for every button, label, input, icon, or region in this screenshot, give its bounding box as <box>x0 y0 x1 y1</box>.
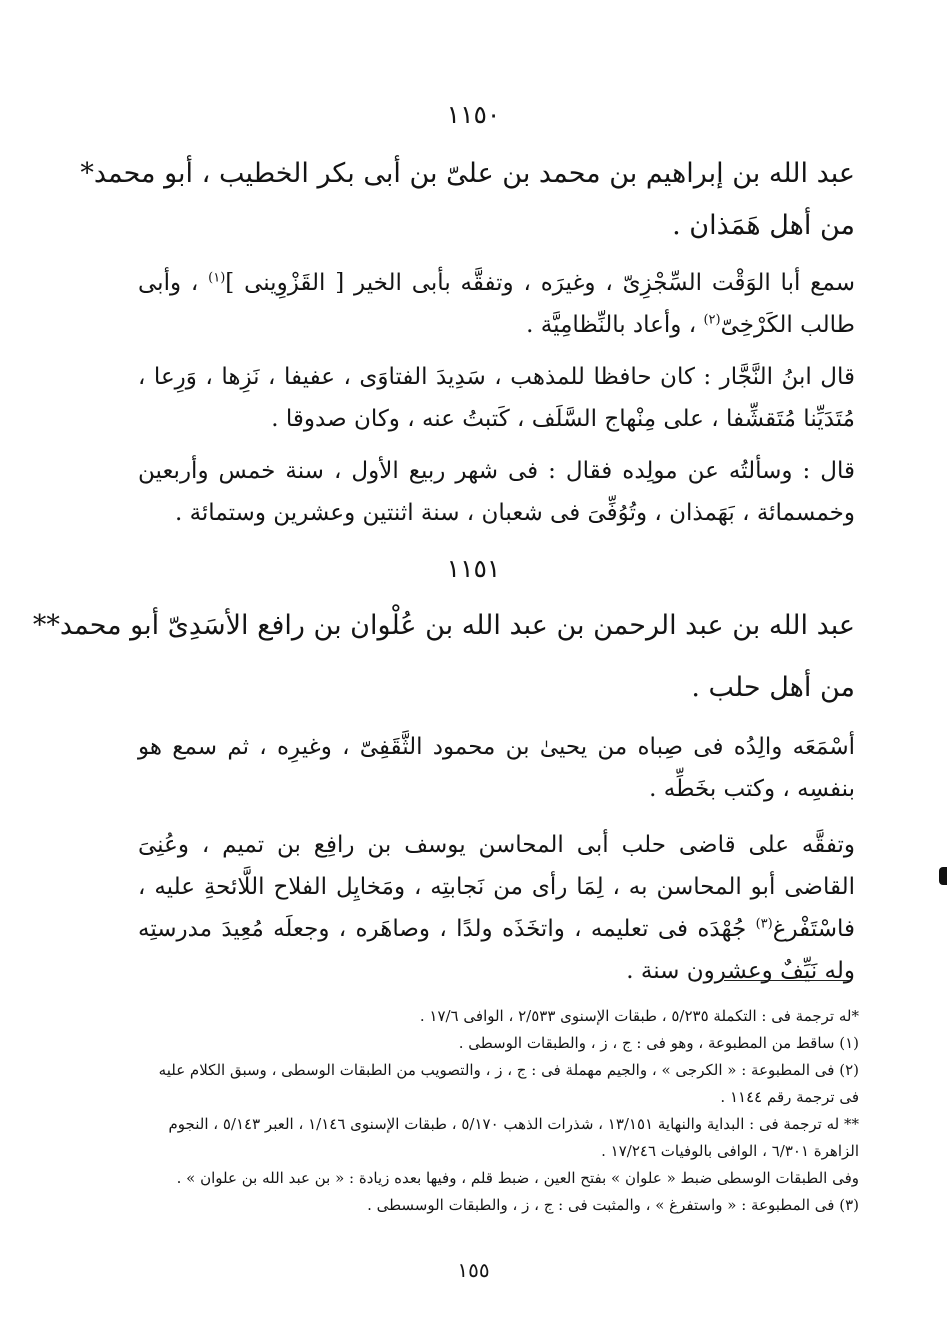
footnote: (١) ساقط من المطبوعة ، وهو فى : ج ، ز ، والطبقات الوسطى . <box>458 1034 859 1052</box>
entry-origin: من أهل حلب . <box>691 672 855 703</box>
footnote-ref: (٣) <box>755 916 773 932</box>
footnote: وفى الطبقات الوسطى ضبط « علوان » بفتح العين ، ضبط قلم ، وفيها بعده زيادة : « بن عبد الله بن علوان » . <box>176 1169 859 1187</box>
page-number: ١٥٥ <box>457 1258 490 1282</box>
footnotes <box>138 1003 859 1219</box>
footnote-ref: (١) <box>208 270 226 286</box>
entry-number-1150: ١١٥٠ <box>446 100 501 129</box>
paragraph: وتفقَّه على قاضى حلب أبى المحاسن يوسف بن رافِع بن تميم ، وعُنِىَ القاضى أبو المحاسن به ، لِمَا رأى من نَجابتِه ، ومَخايِل الفلاح اللَّائحةِ عليه ، فاسْتَفْرغ$^{(٣)}$ جُهْدَه فى تعليمه ، واتخَذَه ولدًا ، وصاهَره ، وجعلَه مُعِيدَ مدرستِه وله نَيِّفٌ وعشرون سنة . <box>138 832 855 984</box>
entry-title: عبد الله بن إبراهيم بن محمد بن علىّ بن أبى بكر الخطيب ، أبو محمد* <box>80 158 855 189</box>
footnote-ref: (٢) <box>703 312 721 328</box>
footnote: (٣) فى المطبوعة : « واستفرغ » ، والمثبت فى : ج ، ز ، والطبقات الوسسطى . <box>367 1196 859 1214</box>
entry-title: عبد الله بن عبد الرحمن بن عبد الله بن عُلْوان بن رافع الأسَدِىّ أبو محمد** <box>32 610 855 641</box>
scan-edge-mark <box>939 867 947 885</box>
paragraph: سمع أبا الوَقْت السِّجْزِىّ ، وغيرَه ، وتفقَّه بأبى الخير [ القَزْوِينى ]$^{(١)}$ ، وأبى طالب الكَرْخِىّ$^{(٢)}$ ، وأعاد بالنِّظامِيَّة . <box>138 270 855 338</box>
entry-1150 <box>80 148 855 534</box>
entry-origin: من أهل هَمَذان . <box>672 210 855 241</box>
footnote: *له ترجمة فى : التكملة ٥/٢٣٥ ، طبقات الإسنوى ٢/٥٣٣ ، الوافى ١٧/٦ . <box>419 1007 859 1025</box>
footnote: (٢) فى المطبوعة : « الكرجى » ، والجيم مهملة فى : ج ، ز ، والتصويب من الطبقات الوسطى ، وسبق الكلام عليه فى ترجمة رقم ١١٤٤ . <box>158 1061 859 1106</box>
paragraph: قال : وسألتُه عن مولِده فقال : فى شهر ربيع الأول ، سنة خمس وأربعين وخمسمائة ، بَهَمذان ، وتُوُفِّىَ فى شعبان ، سنة اثنتين وعشرين وستمائة . <box>138 458 855 526</box>
entry-1151 <box>32 600 855 992</box>
paragraph: أسْمَعَه والِدُه فى صِباه من يحيىٰ بن محمود الثَّقَفِىّ ، وغيرِه ، ثم سمع هو بنفسِه ، وكتب بخَطِّه . <box>138 734 855 802</box>
paragraph: قال ابنُ النَّجَّار : كان حافظا للمذهب ، سَدِيدَ الفتاوَى ، عفيفا ، نَزِها ، وَرِعا ، مُتَدَيِّنا مُتَقشِّفا ، على مِنْهاج السَّلَف ، كَتبتُ عنه ، وكان صدوقا . <box>138 364 855 432</box>
footnote: ** له ترجمة فى : البداية والنهاية ١٣/١٥١ ، شذرات الذهب ٥/١٧٠ ، طبقات الإسنوى ١/١٤٦ ، العبر ٥/١٤٣ ، النجوم الزاهرة ٦/٣٠١ ، الوافى بالوفيات ١٧/٢٤٦ . <box>168 1115 859 1160</box>
footnote-divider <box>724 980 850 981</box>
entry-number-1151: ١١٥١ <box>446 554 501 583</box>
